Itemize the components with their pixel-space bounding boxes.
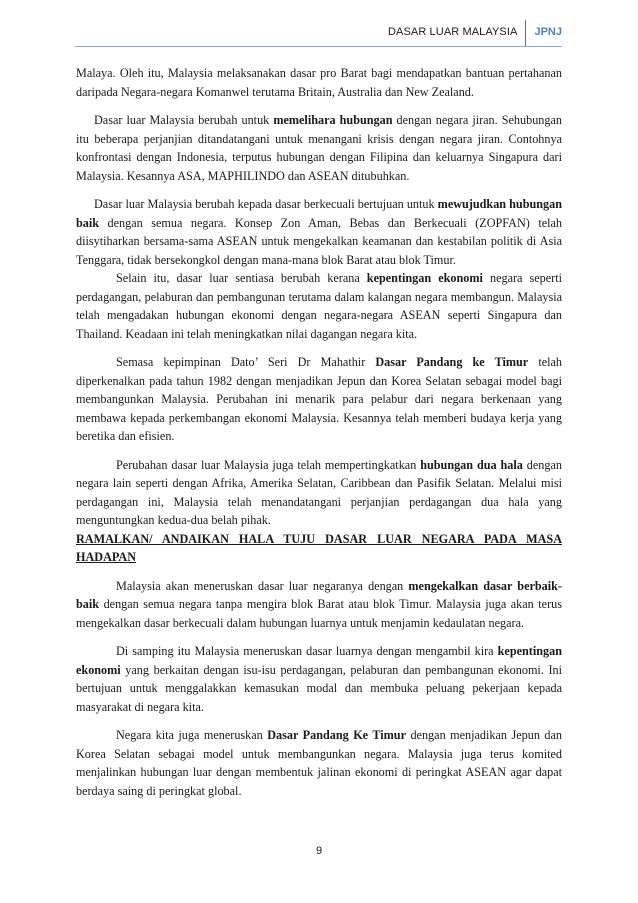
paragraph-4: Selain itu, dasar luar sentiasa berubah kerana kepentingan ekonomi negara seperti perdagangan, pelaburan dan pembangunan terutama dalam kalangan negara membangun. Malaysia telah mengadakan hubungan ekonomi dengan negara-negara ASEAN seperti Singapura dan Thailand. Keadaan ini telah meningkatkan nilai dagangan negara kita. <box>76 271 562 341</box>
section-heading: RAMALKAN/ ANDAIKAN HALA TUJU DASAR LUAR NEGARA PADA MASA HADAPAN <box>76 531 562 564</box>
page-body <box>76 64 562 800</box>
highlight-term: kepentingan ekonomi <box>76 644 562 677</box>
paragraph-5: Semasa kepimpinan Dato’ Seri Dr Mahathir Dasar Pandang ke Timur telah diperkenalkan pada tahun 1982 dengan menjadikan Jepun dan Korea Selatan sebagai model bagi membangunkan Malaysia. Perubahan ini menarik para pelabur dari negara berkenaan yang membawa kepada perkembangan ekonomi Malaysia. Kesannya telah memberi budaya kerja yang beretika dan efisien. <box>76 355 562 443</box>
paragraph-1: Malaya. Oleh itu, Malaysia melaksanakan dasar pro Barat bagi mendapatkan bantuan pertahanan daripada Negara-negara Komanwel terutama Britain, Australia dan New Zealand. <box>76 66 562 99</box>
header-tag: JPNJ <box>534 26 562 38</box>
highlight-term: memelihara hubungan <box>273 113 393 127</box>
header-divider <box>75 46 562 47</box>
header-title: DASAR LUAR MALAYSIA <box>388 20 526 46</box>
paragraph-7: Malaysia akan meneruskan dasar luar negaranya dengan mengekalkan dasar berbaik-baik dengan semua negara tanpa mengira blok Barat atau blok Timur. Malaysia juga akan terus mengekalkan dasar berkecuali dalam hubungan luarnya untuk menjamin kedaulatan negara. <box>76 578 562 630</box>
paragraph-2: Dasar luar Malaysia berubah untuk memelihara hubungan dengan negara jiran. Sehubungan itu beberapa perjanjian ditandatangani untuk menangani krisis dengan negara jiran. Contohnya konfrontasi dengan Indonesia, terputus hubungan dengan Filipina dan keluarnya Singapura dari Malaysia. Kesannya ASA, MAPHILINDO dan ASEAN ditubuhkan. <box>76 113 562 183</box>
highlight-term: mewujudkan hubungan baik <box>76 197 563 230</box>
highlight-term: hubungan dua hala <box>420 457 523 472</box>
paragraph-9: Negara kita juga meneruskan Dasar Pandang Ke Timur dengan menjadikan Jepun dan Korea Selatan sebagai model untuk membangunkan negara. Malaysia juga terus komited menjalinkan hubungan luar dengan membentuk jalinan ekonomi di peringkat ASEAN agar dapat berdaya saing di peringkat global. <box>76 728 562 798</box>
paragraph-6: Perubahan dasar luar Malaysia juga telah mempertingkatkan hubungan dua hala dengan negara lain seperti dengan Afrika, Amerika Selatan, Caribbean dan Pasifik Selatan. Melalui misi perdagangan ini, Malaysia telah menandatangani perjanjian perdagangan dua hala yang menguntungkan kedua-dua belah pihak. <box>76 457 562 527</box>
highlight-term: kepentingan ekonomi <box>366 271 483 285</box>
paragraph-3: Dasar luar Malaysia berubah kepada dasar berkecuali bertujuan untuk mewujudkan hubungan baik dengan semua negara. Konsep Zon Aman, Bebas dan Berkecuali (ZOPFAN) telah diisytiharkan bersama-sama ASEAN untuk mengekalkan keamanan dan kestabilan politik di Asia Tenggara, tidak bersekongkol dengan mana-mana blok Barat atau blok Timur. <box>76 197 563 267</box>
paragraph-8: Di samping itu Malaysia meneruskan dasar luarnya dengan mengambil kira kepentingan ekonomi yang berkaitan dengan isu-isu perdagangan, pelaburan dan pembangunan ekonomi. Ini bertujuan untuk menggalakkan kemasukan modal dan membuka peluang pekerjaan kepada masyarakat di negara kita. <box>76 644 562 714</box>
highlight-term: Dasar Pandang ke Timur <box>375 355 529 369</box>
running-header <box>388 20 562 46</box>
highlight-term: Dasar Pandang Ke Timur <box>267 728 406 742</box>
page-number: 9 <box>315 845 323 857</box>
highlight-term: mengekalkan dasar berbaik-baik <box>76 578 562 611</box>
